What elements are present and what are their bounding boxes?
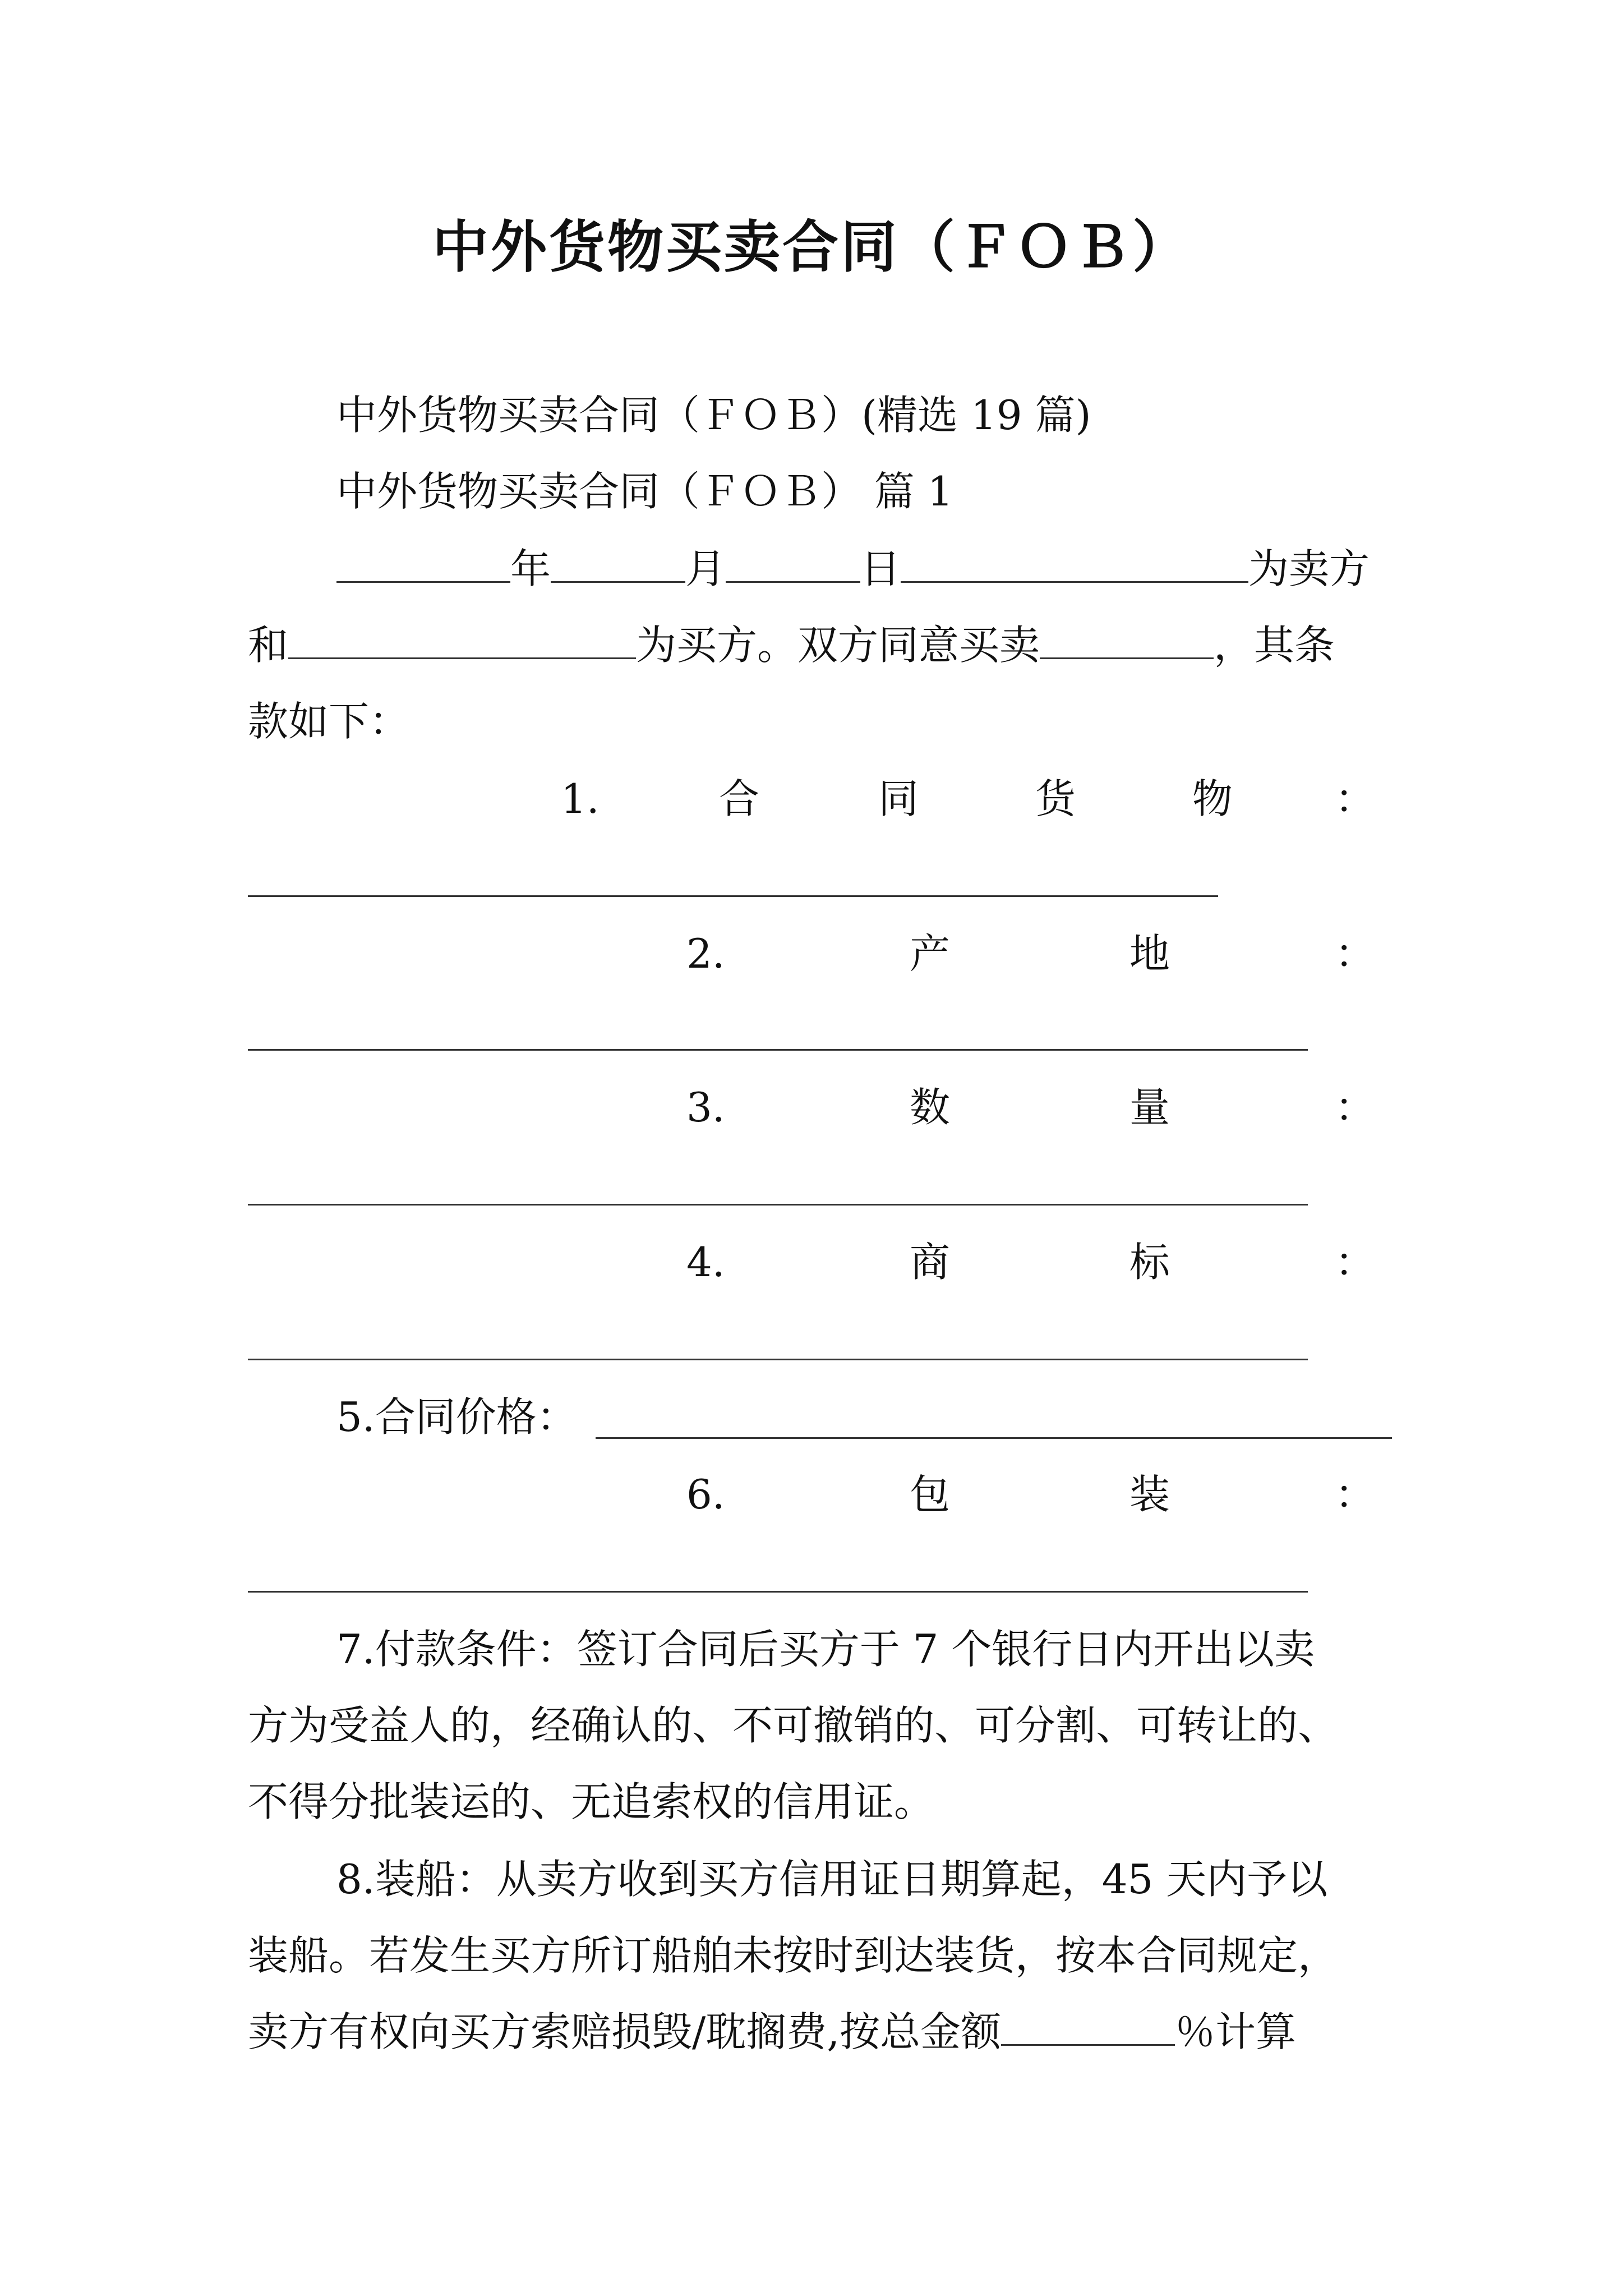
item-char: 包 [910, 1471, 951, 1518]
date-line [336, 541, 1370, 597]
section-heading: 中外货物买卖合同（ＦＯＢ） 篇 1 [336, 468, 953, 515]
item-char: 量 [1129, 1084, 1170, 1131]
item-char: 装 [1129, 1471, 1170, 1518]
year-label: 年 [510, 545, 551, 592]
shipment-clause-line: 8.装船：从卖方收到买方信用证日期算起，45 天内予以 [336, 1856, 1328, 1903]
payment-clause-line: 方为受益人的，经确认的、不可撤销的、可分割、可转让的、 [248, 1702, 1339, 1749]
day-blank[interactable] [726, 543, 860, 583]
percent-suffix: ％计算 [1175, 2008, 1297, 2055]
item-number: 1. [561, 775, 600, 822]
payment-clause-line: 不得分批装运的、无追索权的信用证。 [248, 1778, 935, 1825]
item-char: 数 [910, 1084, 951, 1131]
item-number: 6. [686, 1471, 725, 1518]
percent-blank[interactable] [1001, 2006, 1175, 2046]
and-label: 和 [248, 622, 289, 669]
subtitle: 中外货物买卖合同（ＦＯＢ）(精选 19 篇) [336, 392, 1091, 439]
buyer-text: 为买方。双方同意买卖 [636, 622, 1040, 669]
item-char: 货 [1035, 775, 1076, 822]
terms-intro: 款如下： [248, 698, 410, 745]
month-label: 月 [685, 545, 726, 592]
document-title: 中外货物买卖合同（ＦＯＢ） [432, 214, 1191, 280]
item-number: 3. [686, 1084, 725, 1131]
buyer-blank[interactable] [288, 619, 636, 659]
shipment-clause-line: 装船。若发生买方所订船舶未按时到达装货，按本合同规定， [248, 1932, 1339, 1979]
seller-blank[interactable] [901, 543, 1248, 583]
quantity-fill-line[interactable] [248, 1204, 1308, 1205]
seller-suffix: 为卖方 [1248, 545, 1370, 592]
item-char: 同 [878, 775, 919, 822]
day-label: 日 [860, 545, 901, 592]
buyer-line [248, 617, 1335, 673]
month-blank[interactable] [551, 543, 685, 583]
item-colon: ： [1335, 775, 1376, 822]
item-colon: ： [1335, 1084, 1376, 1131]
item-colon: ： [1335, 1239, 1376, 1286]
year-blank[interactable] [336, 543, 510, 583]
item-char: 标 [1129, 1239, 1170, 1286]
shipment-clause-line [248, 2004, 1296, 2060]
shipment-clause-text: 卖方有权向买方索赔损毁/耽搁费,按总金额 [248, 2008, 1002, 2055]
price-fill-line[interactable] [596, 1437, 1392, 1439]
price-label: 5.合同价格： [336, 1393, 577, 1441]
item-number: 2. [686, 930, 725, 977]
packing-fill-line[interactable] [248, 1591, 1308, 1593]
item-char: 商 [910, 1239, 951, 1286]
item-colon: ： [1335, 930, 1376, 977]
item-colon: ： [1335, 1471, 1376, 1518]
goods-blank[interactable] [1040, 619, 1214, 659]
goods-fill-line[interactable] [248, 895, 1218, 897]
terms-suffix: ，其条 [1214, 622, 1335, 669]
item-char: 产 [910, 930, 951, 977]
item-char: 地 [1129, 930, 1170, 977]
payment-clause-line: 7.付款条件：签订合同后买方于 7 个银行日内开出以卖 [336, 1626, 1315, 1673]
trademark-fill-line[interactable] [248, 1359, 1308, 1360]
item-char: 物 [1192, 775, 1233, 822]
item-char: 合 [719, 775, 760, 822]
origin-fill-line[interactable] [248, 1049, 1308, 1051]
item-number: 4. [686, 1239, 725, 1286]
